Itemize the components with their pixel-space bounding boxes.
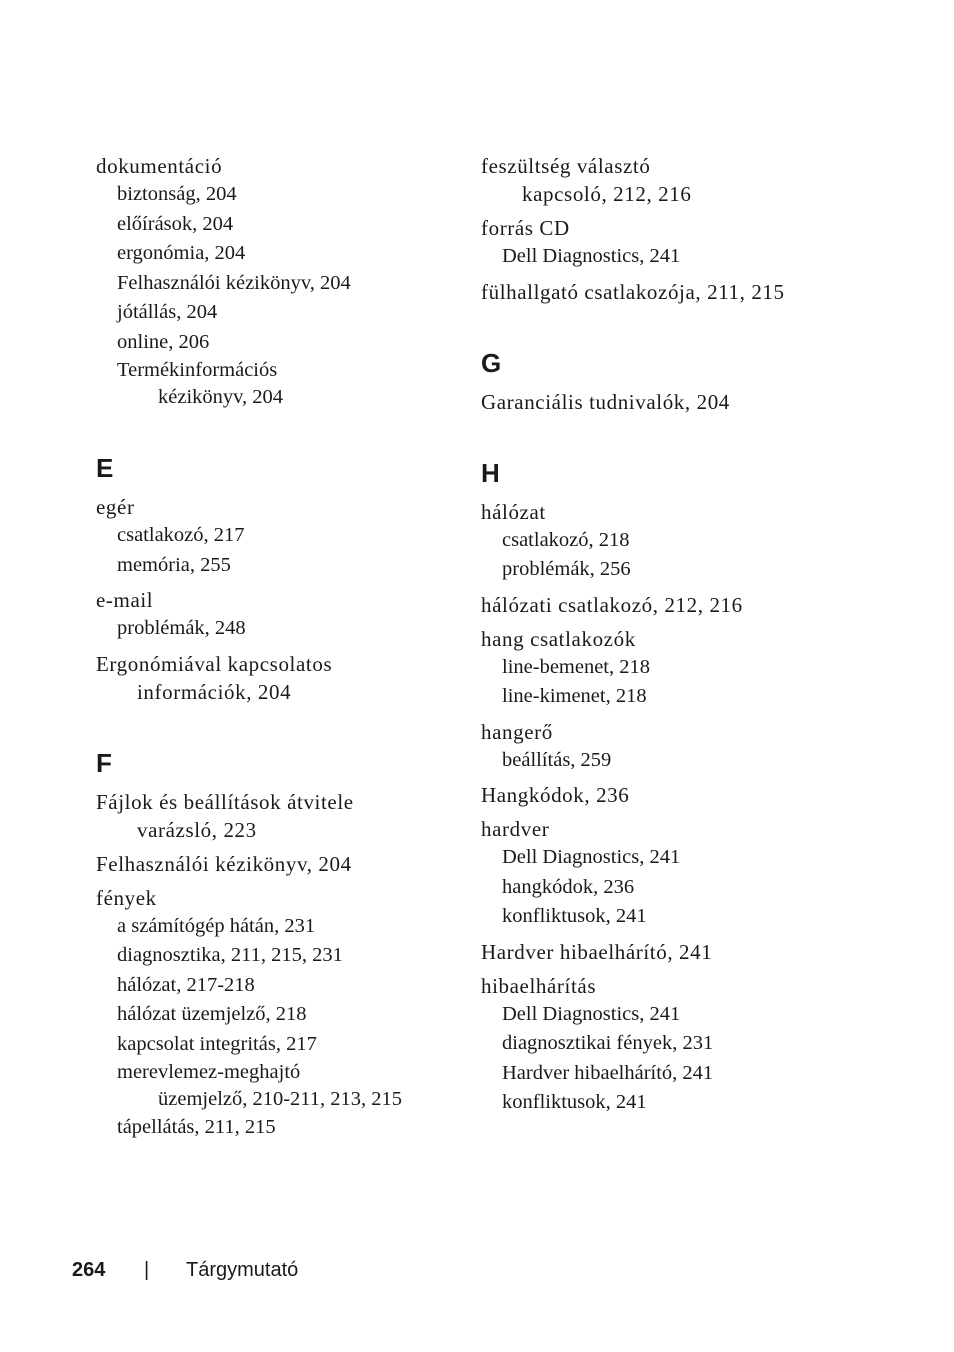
index-entry-fajlok	[96, 788, 456, 844]
index-term-continuation: kapcsoló, 212, 216	[522, 182, 692, 206]
index-term: dokumentáció	[96, 154, 223, 178]
index-subterm: jótállás, 204	[117, 301, 218, 323]
index-subterm: Hardver hibaelhárító, 241	[502, 1061, 714, 1084]
index-subterm: hangkódok, 236	[502, 875, 635, 898]
index-entry-hangkodok	[481, 781, 841, 809]
index-subterm: memória, 255	[117, 553, 231, 576]
index-entry-feszultseg	[481, 152, 841, 208]
index-entry-hardver	[481, 815, 841, 932]
index-column-left	[96, 152, 456, 1149]
index-subterm: problémák, 256	[502, 558, 631, 580]
index-entry-fenyek	[96, 884, 456, 1143]
index-subterm-line: merevlemez-meghajtó	[117, 1061, 301, 1083]
index-entry-hardver-hibaelharito	[481, 938, 841, 966]
index-subterm: line-kimenet, 218	[502, 685, 647, 707]
index-term: Hangkódok, 236	[481, 783, 630, 807]
index-subterm: tápellátás, 211, 215	[117, 1116, 276, 1138]
index-term: hálózati csatlakozó, 212, 216	[481, 592, 743, 617]
index-term-line: Ergonómiával kapcsolatos	[96, 651, 333, 676]
index-subterm: diagnosztika, 211, 215, 231	[117, 944, 343, 966]
section-letter-f: F	[96, 747, 112, 778]
index-subterm: Dell Diagnostics, 241	[502, 245, 681, 267]
index-subterm: konfliktusok, 241	[502, 1091, 647, 1113]
index-term: fülhallgató csatlakozója, 211, 215	[481, 279, 785, 304]
index-term	[96, 788, 456, 844]
index-entry-ergonomia	[96, 650, 456, 706]
index-subterm: kapcsolat integritás, 217	[117, 1032, 317, 1055]
section-letter-g: G	[481, 347, 502, 378]
index-subterm: ergonómia, 204	[117, 242, 246, 264]
section-letter-e: E	[96, 453, 114, 483]
index-subterm-line: Termékinformációs	[117, 359, 278, 381]
index-entry-eger	[96, 493, 456, 580]
index-term-line: feszültség választó	[481, 154, 651, 178]
index-subterm-continuation: kézikönyv, 204	[158, 386, 284, 408]
index-term: fények	[96, 885, 157, 910]
index-subterm: csatlakozó, 217	[117, 524, 245, 546]
index-entry-garancialis	[481, 388, 841, 416]
index-term	[96, 650, 456, 706]
index-term: hálózat	[481, 499, 546, 524]
index-subterm	[96, 357, 456, 411]
index-entry-hibaelharitas	[481, 972, 841, 1118]
index-entry-felhasznaloi	[96, 850, 456, 878]
index-subterm: konfliktusok, 241	[502, 905, 647, 927]
index-entry-hang	[481, 625, 841, 712]
index-subterm: Dell Diagnostics, 241	[502, 846, 681, 868]
index-subterm: Dell Diagnostics, 241	[502, 1002, 681, 1025]
section-letter-h: H	[481, 457, 500, 488]
footer-title: Tárgymutató	[186, 1259, 299, 1281]
index-subterm: beállítás, 259	[502, 748, 612, 771]
index-subterm: csatlakozó, 218	[502, 528, 630, 551]
index-subterm: diagnosztikai fények, 231	[502, 1032, 714, 1054]
index-term: hibaelhárítás	[481, 973, 597, 998]
index-entry-hangero	[481, 718, 841, 776]
index-entry-fulhallgato	[481, 278, 841, 306]
index-subterm: előírások, 204	[117, 212, 234, 235]
index-term-line: Fájlok és beállítások átvitele	[96, 789, 354, 814]
index-subterm: hálózat, 217-218	[117, 973, 255, 996]
index-subterm: Felhasználói kézikönyv, 204	[117, 271, 351, 294]
index-term: hardver	[481, 817, 550, 841]
index-term: hang csatlakozók	[481, 626, 636, 651]
index-column-right	[481, 152, 841, 1124]
index-entry-dokumentacio	[96, 152, 456, 411]
index-term	[481, 152, 841, 208]
index-subterm: problémák, 248	[117, 617, 246, 639]
index-subterm	[96, 1059, 456, 1113]
index-subterm: online, 206	[117, 330, 210, 353]
footer-separator: |	[144, 1259, 150, 1281]
index-term: Felhasználói kézikönyv, 204	[96, 851, 352, 876]
index-subterm-continuation: üzemjelző, 210-211, 213, 215	[158, 1088, 403, 1110]
index-entry-halozat	[481, 498, 841, 585]
index-subterm: a számítógép hátán, 231	[117, 914, 316, 937]
index-entry-halozati	[481, 591, 841, 619]
index-term: hangerő	[481, 719, 553, 744]
page-number: 264	[72, 1259, 106, 1281]
index-term: e-mail	[96, 588, 154, 612]
index-subterm: biztonság, 204	[117, 183, 237, 205]
index-subterm: hálózat üzemjelző, 218	[117, 1003, 307, 1025]
index-term-continuation: információk, 204	[137, 679, 292, 704]
index-term: forrás CD	[481, 216, 570, 240]
index-subterm: line-bemenet, 218	[502, 655, 651, 678]
index-term-continuation: varázsló, 223	[137, 817, 257, 842]
index-entry-forras	[481, 214, 841, 272]
index-term: Garanciális tudnivalók, 204	[481, 389, 730, 414]
index-term: Hardver hibaelhárító, 241	[481, 939, 713, 964]
index-entry-email	[96, 586, 456, 644]
index-term: egér	[96, 495, 135, 519]
